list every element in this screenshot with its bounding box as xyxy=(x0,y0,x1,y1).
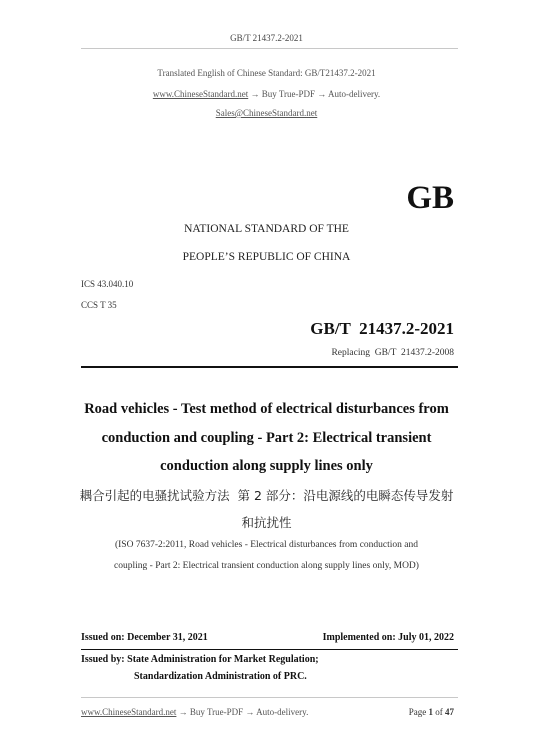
dates-rule xyxy=(81,649,458,650)
page-total: 47 xyxy=(445,707,454,717)
footer-rule xyxy=(81,697,458,698)
title-en-line3: conduction along supply lines only xyxy=(160,458,373,474)
title-cn-line2: 和抗扰性 xyxy=(241,515,292,530)
page-of: of xyxy=(435,707,443,717)
footer-purchase-line xyxy=(81,707,308,717)
issuer-line2: Standardization Administration of PRC. xyxy=(134,671,307,682)
page-number xyxy=(409,707,454,717)
issued-date: Issued on: December 31, 2021 xyxy=(81,632,208,643)
page-label: Page xyxy=(408,707,427,717)
running-header: GB/T 21437.2-2021 xyxy=(230,33,303,43)
translation-notice: Translated English of Chinese Standard: GB/T21437.2-2021 xyxy=(157,68,376,78)
iso-equivalence-line2: coupling - Part 2: Electrical transient conduction along supply lines only, MOD) xyxy=(114,561,419,571)
purchase-text: → Buy True-PDF → Auto-delivery. xyxy=(248,89,381,99)
ccs-code: CCS T 35 xyxy=(81,300,117,310)
title-cn-line1: 耦合引起的电骚扰试验方法 第 2 部分：沿电源线的电瞬态传导发射 xyxy=(79,488,454,503)
national-standard-line2: PEOPLE’S REPUBLIC OF CHINA xyxy=(182,251,351,263)
purchase-line xyxy=(0,89,533,99)
title-en-line1: Road vehicles - Test method of electrical disturbances from xyxy=(84,401,449,417)
ics-code: ICS 43.040.10 xyxy=(81,279,134,289)
implemented-date: Implemented on: July 01, 2022 xyxy=(322,632,454,643)
national-standard-line1: NATIONAL STANDARD OF THE xyxy=(184,223,349,235)
issuer-line1: Issued by: State Administration for Market Regulation; xyxy=(81,654,319,665)
footer-site-link[interactable]: www.ChineseStandard.net xyxy=(81,707,177,717)
site-link[interactable]: www.ChineseStandard.net xyxy=(152,89,249,99)
email-line xyxy=(0,108,533,118)
footer-purchase-text: → Buy True-PDF → Auto-delivery. xyxy=(176,707,309,717)
page-current: 1 xyxy=(428,707,433,717)
iso-equivalence-line1: (ISO 7637-2:2011, Road vehicles - Electrical disturbances from conduction and xyxy=(114,540,419,550)
email-link[interactable]: Sales@ChineseStandard.net xyxy=(215,108,318,118)
standard-number: GB/T 21437.2-2021 xyxy=(310,319,454,338)
gb-logo: GB xyxy=(406,180,454,216)
title-rule xyxy=(81,366,458,368)
header-rule xyxy=(81,48,458,49)
title-en-line2: conduction and coupling - Part 2: Electrical transient xyxy=(101,430,432,446)
replacing-note: Replacing GB/T 21437.2-2008 xyxy=(331,348,454,358)
